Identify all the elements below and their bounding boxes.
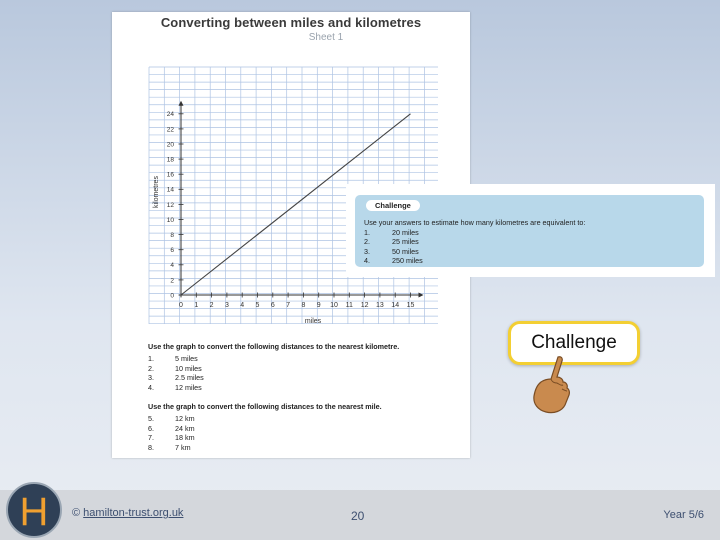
y-tick-label: 20 [166,141,174,149]
x-tick-label: 1 [194,302,199,309]
question-text: 18 km [175,433,195,443]
question-item [148,414,382,424]
y-tick-label: 18 [166,156,174,164]
challenge-tag: Challenge [366,200,420,211]
worksheet-subtitle: Sheet 1 [308,32,344,43]
challenge-item [364,256,585,266]
copyright [72,507,183,519]
question-number: 3. [148,373,154,383]
y-tick-label: 12 [166,201,174,209]
y-tick-label: 8 [170,232,174,239]
copyright-link[interactable]: hamilton-trust.org.uk [83,507,184,519]
challenge-item-text: 250 miles [392,256,423,265]
challenge-item [364,228,585,238]
challenge-item-text: 25 miles [392,237,419,246]
year-label: Year 5/6 [663,509,704,521]
challenge-instruction: Use your answers to estimate how many kilometres are equivalent to: [364,218,586,227]
x-tick-label: 5 [255,302,260,309]
x-tick-label: 13 [376,302,384,309]
x-tick-label: 8 [301,302,306,309]
y-tick-label: 22 [166,126,174,134]
x-tick-label: 4 [240,302,245,309]
question-item [148,373,399,383]
y-tick-label: 14 [166,186,174,194]
question-number: 1. [148,354,154,363]
x-tick-label: 12 [360,302,369,309]
pointing-hand-icon [524,355,574,415]
y-tick-label: 2 [170,277,174,285]
challenge-box [355,195,704,267]
question-number: 4. [148,382,154,392]
questions-km-to-miles [148,402,382,452]
logo-letter: H [19,490,49,534]
x-tick-label: 2 [209,302,214,309]
question-number: 7. [148,433,154,443]
question-text: 5 miles [175,354,198,363]
challenge-item [364,237,585,247]
challenge-item-number: 1. [364,227,370,237]
challenge-item-text: 20 miles [392,227,419,237]
x-tick-label: 0 [179,302,183,309]
x-tick-label: 10 [330,302,338,309]
hamilton-logo [3,481,67,539]
x-tick-label: 7 [286,302,291,309]
y-tick-label: 6 [170,247,174,255]
question-item [148,424,382,434]
challenge-content [364,218,585,266]
copyright-symbol: © [72,507,81,519]
question-text: 2.5 miles [175,373,204,383]
question-item [148,383,399,393]
y-tick-label: 10 [166,216,174,224]
y-tick-label: 4 [170,262,174,270]
y-tick-label: 16 [166,171,174,179]
question-text: 7 km [175,442,191,452]
challenge-item-number: 2. [364,237,370,246]
question-item [148,354,399,364]
section2-heading: Use the graph to convert the following distances to the nearest mile. [148,402,382,411]
x-tick-label: 9 [316,302,321,309]
challenge-button[interactable]: Challenge [508,321,640,365]
questions-miles-to-km [148,342,399,392]
x-tick-label: 6 [270,302,275,309]
y-axis-label: kilometres [153,176,160,208]
x-tick-label: 3 [224,302,229,309]
question-number: 8. [148,442,154,452]
challenge-item-text: 50 miles [392,246,419,256]
x-tick-label: 15 [406,302,415,309]
question-number: 6. [148,423,154,433]
question-item [148,364,399,374]
question-text: 24 km [175,423,195,433]
y-tick-label: 0 [170,292,174,300]
worksheet-title: Converting between miles and kilometres [160,15,422,30]
question-number: 2. [148,363,154,373]
question-text: 10 miles [175,363,202,373]
x-tick-label: 11 [345,302,353,309]
y-tick-label: 24 [166,111,174,119]
page-number: 20 [351,509,365,523]
x-axis-label: miles [304,318,322,325]
question-item [148,443,382,453]
conversion-graph [112,12,470,342]
x-tick-label: 14 [391,302,400,309]
section1-heading: Use the graph to convert the following distances to the nearest kilometre. [148,342,400,351]
challenge-item-number: 4. [364,256,370,265]
challenge-panel [346,184,715,277]
challenge-item [364,247,585,257]
question-text: 12 km [175,414,195,423]
challenge-item-number: 3. [364,246,370,256]
question-number: 5. [148,414,154,423]
question-item [148,433,382,443]
question-text: 12 miles [175,382,202,392]
